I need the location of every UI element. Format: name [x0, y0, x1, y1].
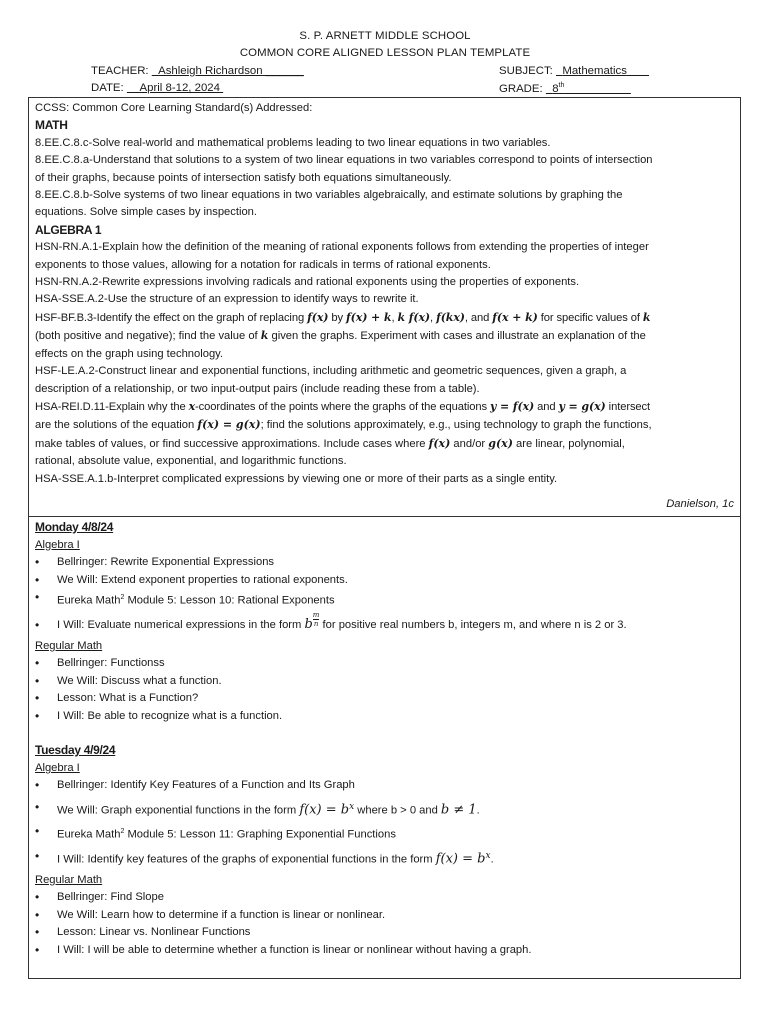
daily-plan-section: [28, 516, 741, 979]
list-item: • We Will: Learn how to determine if a function is linear or nonlinear.: [35, 907, 734, 925]
subject-value: Mathematics: [562, 65, 627, 77]
monday-algebra-label: Algebra I: [35, 538, 80, 551]
math-heading: MATH: [35, 118, 68, 133]
algebra-standard-line: HSN-RN.A.2-Rewrite expressions involving radicals and rational exponents using the properties of exponents.: [35, 276, 580, 289]
list-item: • I Will: Identify key features of the graphs of exponential functions in the form $f(x) = b^x$.: [35, 844, 734, 872]
monday-heading: Monday 4/8/24: [35, 520, 114, 534]
list-item: • We Will: Graph exponential functions in the form $f(x) = b^x$ where b > 0 and b ≠ 1.: [35, 795, 734, 823]
list-item: • Eureka Math$^2$ Module 5: Lesson 10: Rational Exponents: [35, 589, 734, 610]
grade-label: GRADE:: [499, 82, 543, 95]
tuesday-algebra-label: Algebra I: [35, 761, 80, 774]
danielson-reference: Danielson, 1c: [666, 498, 734, 510]
algebra-standard-line: HSN-RN.A.1-Explain how the definition of the meaning of rational exponents follows from extending the properties of integer: [35, 241, 649, 254]
rei-standard-line: are the solutions of the equation f(x) = g(x); find the solutions approximately, e.g., using technology to graph the functions,: [35, 418, 652, 432]
list-item: • Bellringer: Functionss: [35, 655, 734, 673]
bf3-standard-line: (both positive and negative); find the value of k given the graphs. Experiment with cases and illustrate an explanation of the: [35, 329, 646, 343]
algebra-standard-line: description of a relationship, or two input-output pairs (include reading these from a table).: [35, 382, 480, 395]
list-item: • Bellringer: Identify Key Features of a Function and Its Graph: [35, 777, 734, 795]
list-item: • Bellringer: Find Slope: [35, 889, 734, 907]
subject-label: SUBJECT:: [499, 65, 553, 77]
algebra-heading: ALGEBRA 1: [35, 222, 102, 237]
list-item: • Bellringer: Rewrite Exponential Expressions: [35, 554, 734, 572]
rei-standard-line: make tables of values, or find successive approximations. Include cases where f(x) and/or g(x) are linear, polynomial,: [35, 436, 625, 450]
monday-regular-label: Regular Math: [35, 639, 103, 652]
list-item: • Lesson: What is a Function?: [35, 690, 734, 708]
list-item: • We Will: Discuss what a function.: [35, 673, 734, 691]
bf3-standard-line: HSF-BF.B.3-Identify the effect on the graph of replacing f(x) by f(x) + k, k f(x), f(kx), and f(x + k) for specific values of k: [35, 310, 651, 324]
date-row: [91, 82, 223, 94]
rei-standard-line: HSA-REI.D.11-Explain why the x-coordinates of the points where the graphs of the equations y = f(x) and y = g(x) intersect: [35, 399, 651, 413]
list-item: • Lesson: Linear vs. Nonlinear Functions: [35, 924, 734, 942]
grade-value: 8th: [552, 82, 565, 95]
bf3-standard-line: effects on the graph using technology.: [35, 347, 224, 360]
tuesday-regular-label: Regular Math: [35, 873, 103, 886]
list-item: • Eureka Math$^2$ Module 5: Lesson 11: Graphing Exponential Functions: [35, 823, 734, 844]
math-standard-line: 8.EE.C.8.b-Solve systems of two linear equations in two variables algebraically, and estimate solutions by graphing the: [35, 189, 623, 202]
grade-row: [499, 82, 631, 95]
date-value: April 8-12, 2024: [139, 82, 220, 94]
rei-standard-line: rational, absolute value, exponential, and logarithmic functions.: [35, 455, 347, 468]
sse-standard-line: HSA-SSE.A.1.b-Interpret complicated expressions by viewing one or more of their parts as a single entity.: [35, 472, 558, 485]
math-standard-line: equations. Solve simple cases by inspection.: [35, 206, 258, 219]
standards-section: [28, 97, 741, 517]
date-label: DATE:: [91, 82, 124, 94]
list-item: • I Will: Evaluate numerical expressions in the form b $\frac{m}{n}$ for positive real numbers b, integers m, and where n is 2 or 3.: [35, 611, 734, 638]
math-standard-line: 8.EE.C.8.a-Understand that solutions to a system of two linear equations in two variables correspond to points of intersection: [35, 154, 653, 167]
teacher-label: TEACHER:: [91, 65, 149, 77]
algebra-standard-line: exponents to those values, allowing for a notation for radicals in terms of rational exponents.: [35, 258, 491, 271]
school-name: S. P. ARNETT MIDDLE SCHOOL: [299, 30, 471, 42]
list-item: • I Will: I will be able to determine whether a function is linear or nonlinear without having a graph.: [35, 942, 734, 960]
template-title: COMMON CORE ALIGNED LESSON PLAN TEMPLATE: [239, 47, 531, 59]
list-item: • We Will: Extend exponent properties to rational exponents.: [35, 572, 734, 590]
standards-intro: CCSS: Common Core Learning Standard(s) Addressed:: [35, 102, 313, 114]
math-standard-line: of their graphs, because points of intersection satisfy both equations simultaneously.: [35, 171, 452, 184]
teacher-value: Ashleigh Richardson ______: [158, 65, 304, 77]
list-item: • I Will: Be able to recognize what is a function.: [35, 708, 734, 726]
algebra-standard-line: HSF-LE.A.2-Construct linear and exponential functions, including arithmetic and geometric sequences, given a graph, a: [35, 365, 627, 378]
algebra-standard-line: HSA-SSE.A.2-Use the structure of an expression to identify ways to rewrite it.: [35, 293, 419, 306]
subject-row: [499, 65, 649, 77]
tuesday-heading: Tuesday 4/9/24: [35, 743, 116, 758]
math-standard-line: 8.EE.C.8.c-Solve real-world and mathematical problems leading to two linear equations in two variables.: [35, 136, 551, 149]
teacher-row: [91, 65, 304, 77]
